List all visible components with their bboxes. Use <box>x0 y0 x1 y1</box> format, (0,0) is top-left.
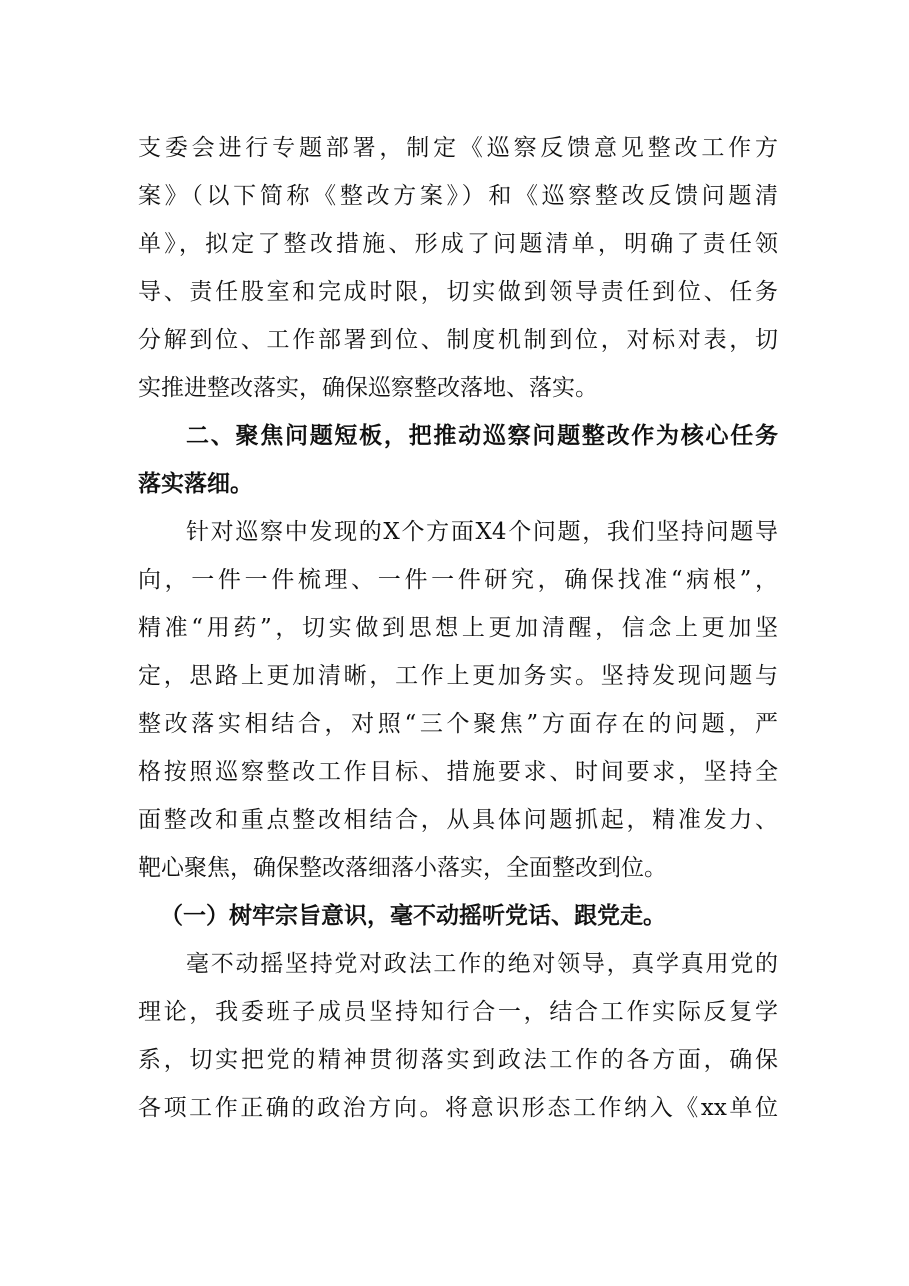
paragraph-line: 向，一件一件梳理、一件一件研究，确保找准“病根”， <box>138 567 778 593</box>
paragraph-line: 各项工作正确的政治方向。将意识形态工作纳入《xx单位 <box>138 1095 778 1121</box>
section-heading: 落实落细。 <box>138 471 253 497</box>
paragraph-line: 针对巡察中发现的X个方面X4个问题，我们坚持问题导 <box>186 519 778 545</box>
paragraph-line: 整改落实相结合，对照“三个聚焦”方面存在的问题，严 <box>138 711 778 737</box>
paragraph-line: 支委会进行专题部署，制定《巡察反馈意见整改工作方 <box>138 135 778 161</box>
paragraph-line: 面整改和重点整改相结合，从具体问题抓起，精准发力、 <box>138 807 778 833</box>
paragraph-line: 单》，拟定了整改措施、形成了问题清单，明确了责任领 <box>138 231 778 257</box>
section-heading: 二、聚焦问题短板，把推动巡察问题整改作为核心任务 <box>186 423 778 449</box>
paragraph-line: 系，切实把党的精神贯彻落实到政法工作的各方面，确保 <box>138 1047 778 1073</box>
paragraph-line: 理论，我委班子成员坚持知行合一，结合工作实际反复学 <box>138 999 778 1025</box>
paragraph-line: 定，思路上更加清晰，工作上更加务实。坚持发现问题与 <box>138 663 778 689</box>
paragraph-line: 毫不动摇坚持党对政法工作的绝对领导，真学真用党的 <box>186 951 778 977</box>
paragraph-line: 分解到位、工作部署到位、制度机制到位，对标对表，切 <box>138 327 778 353</box>
paragraph-line: 靶心聚焦，确保整改落细落小落实，全面整改到位。 <box>138 855 667 881</box>
paragraph-line: 实推进整改落实，确保巡察整改落地、落实。 <box>138 375 598 401</box>
subsection-heading: （一）树牢宗旨意识，毫不动摇听党话、跟党走。 <box>160 903 666 929</box>
paragraph-line: 案》（以下简称《整改方案》）和《巡察整改反馈问题清 <box>138 183 778 209</box>
paragraph-line: 精准“用药”，切实做到思想上更加清醒，信念上更加坚 <box>138 615 778 641</box>
paragraph-line: 导、责任股室和完成时限，切实做到领导责任到位、任务 <box>138 279 778 305</box>
paragraph-line: 格按照巡察整改工作目标、措施要求、时间要求，坚持全 <box>138 759 778 785</box>
